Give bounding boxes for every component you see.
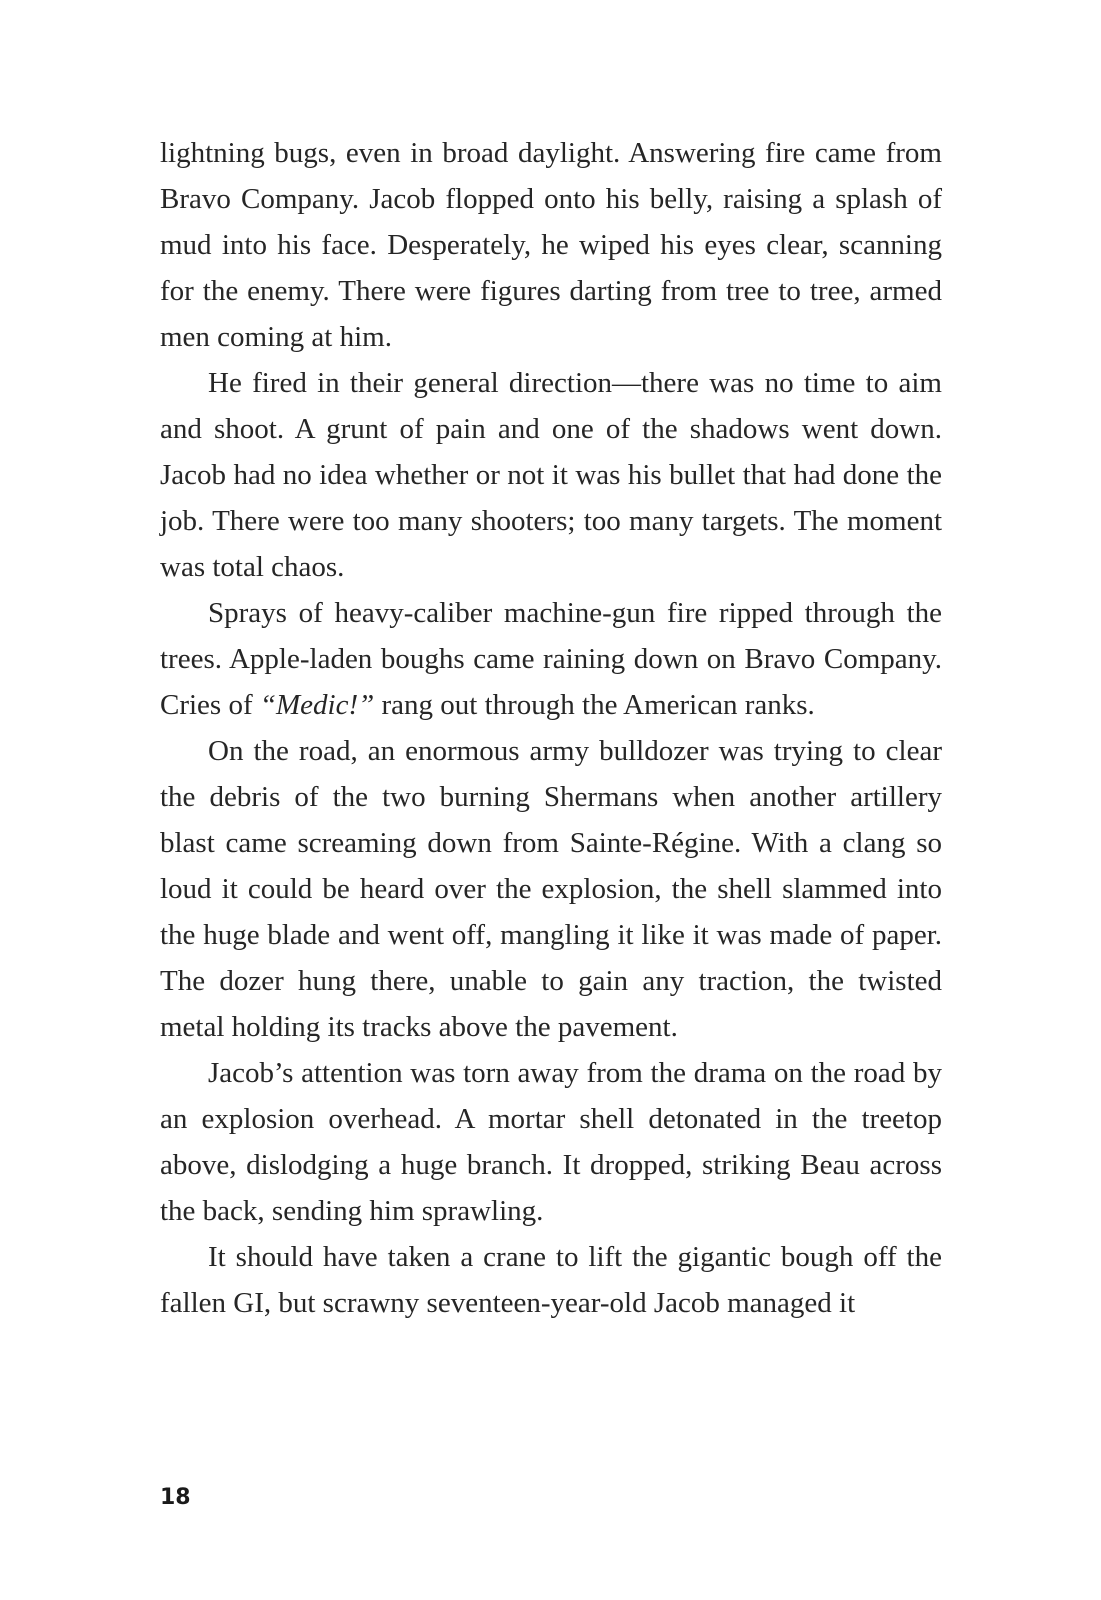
body-text (160, 130, 942, 1326)
paragraph-4: On the road, an enormous army bulldozer was trying to clear the debris of the two burning Shermans when another artillery blast came screaming down from Sainte-Régine. With a clang so loud it could be heard over the explosion, the shell slammed into the huge blade and went off, mangling it like it was made of paper. The dozer hung there, unable to gain any traction, the twisted metal holding its tracks above the pavement. (160, 735, 942, 1043)
paragraph-3 (160, 590, 942, 728)
paragraph-3-start: Sprays of heavy-caliber machine-gun fire ripped through the trees. Apple-laden boughs came raining down on Bravo Company. Cries of (160, 597, 942, 721)
medic-quote: “Medic!” (259, 689, 375, 721)
paragraph-5: Jacob’s attention was torn away from the drama on the road by an explosion overhead. A mortar shell detonated in the treetop above, dislodging a huge branch. It dropped, striking Beau across the back, sending him sprawling. (160, 1057, 942, 1227)
page-number: 18 (160, 1485, 191, 1510)
paragraph-1: lightning bugs, even in broad daylight. Answering fire came from Bravo Company. Jacob flopped onto his belly, raising a splash of mud into his face. Desperately, he wiped his eyes clear, scanning for the enemy. There were figures darting from tree to tree, armed men coming at him. (160, 137, 942, 353)
paragraph-6: It should have taken a crane to lift the gigantic bough off the fallen GI, but scrawny seventeen-year-old Jacob managed it (160, 1241, 942, 1319)
paragraph-2: He fired in their general direction—there was no time to aim and shoot. A grunt of pain and one of the shadows went down. Jacob had no idea whether or not it was his bullet that had done the job. There were too many shooters; too many targets. The moment was total chaos. (160, 367, 942, 583)
paragraph-3-end: rang out through the American ranks. (374, 689, 815, 721)
